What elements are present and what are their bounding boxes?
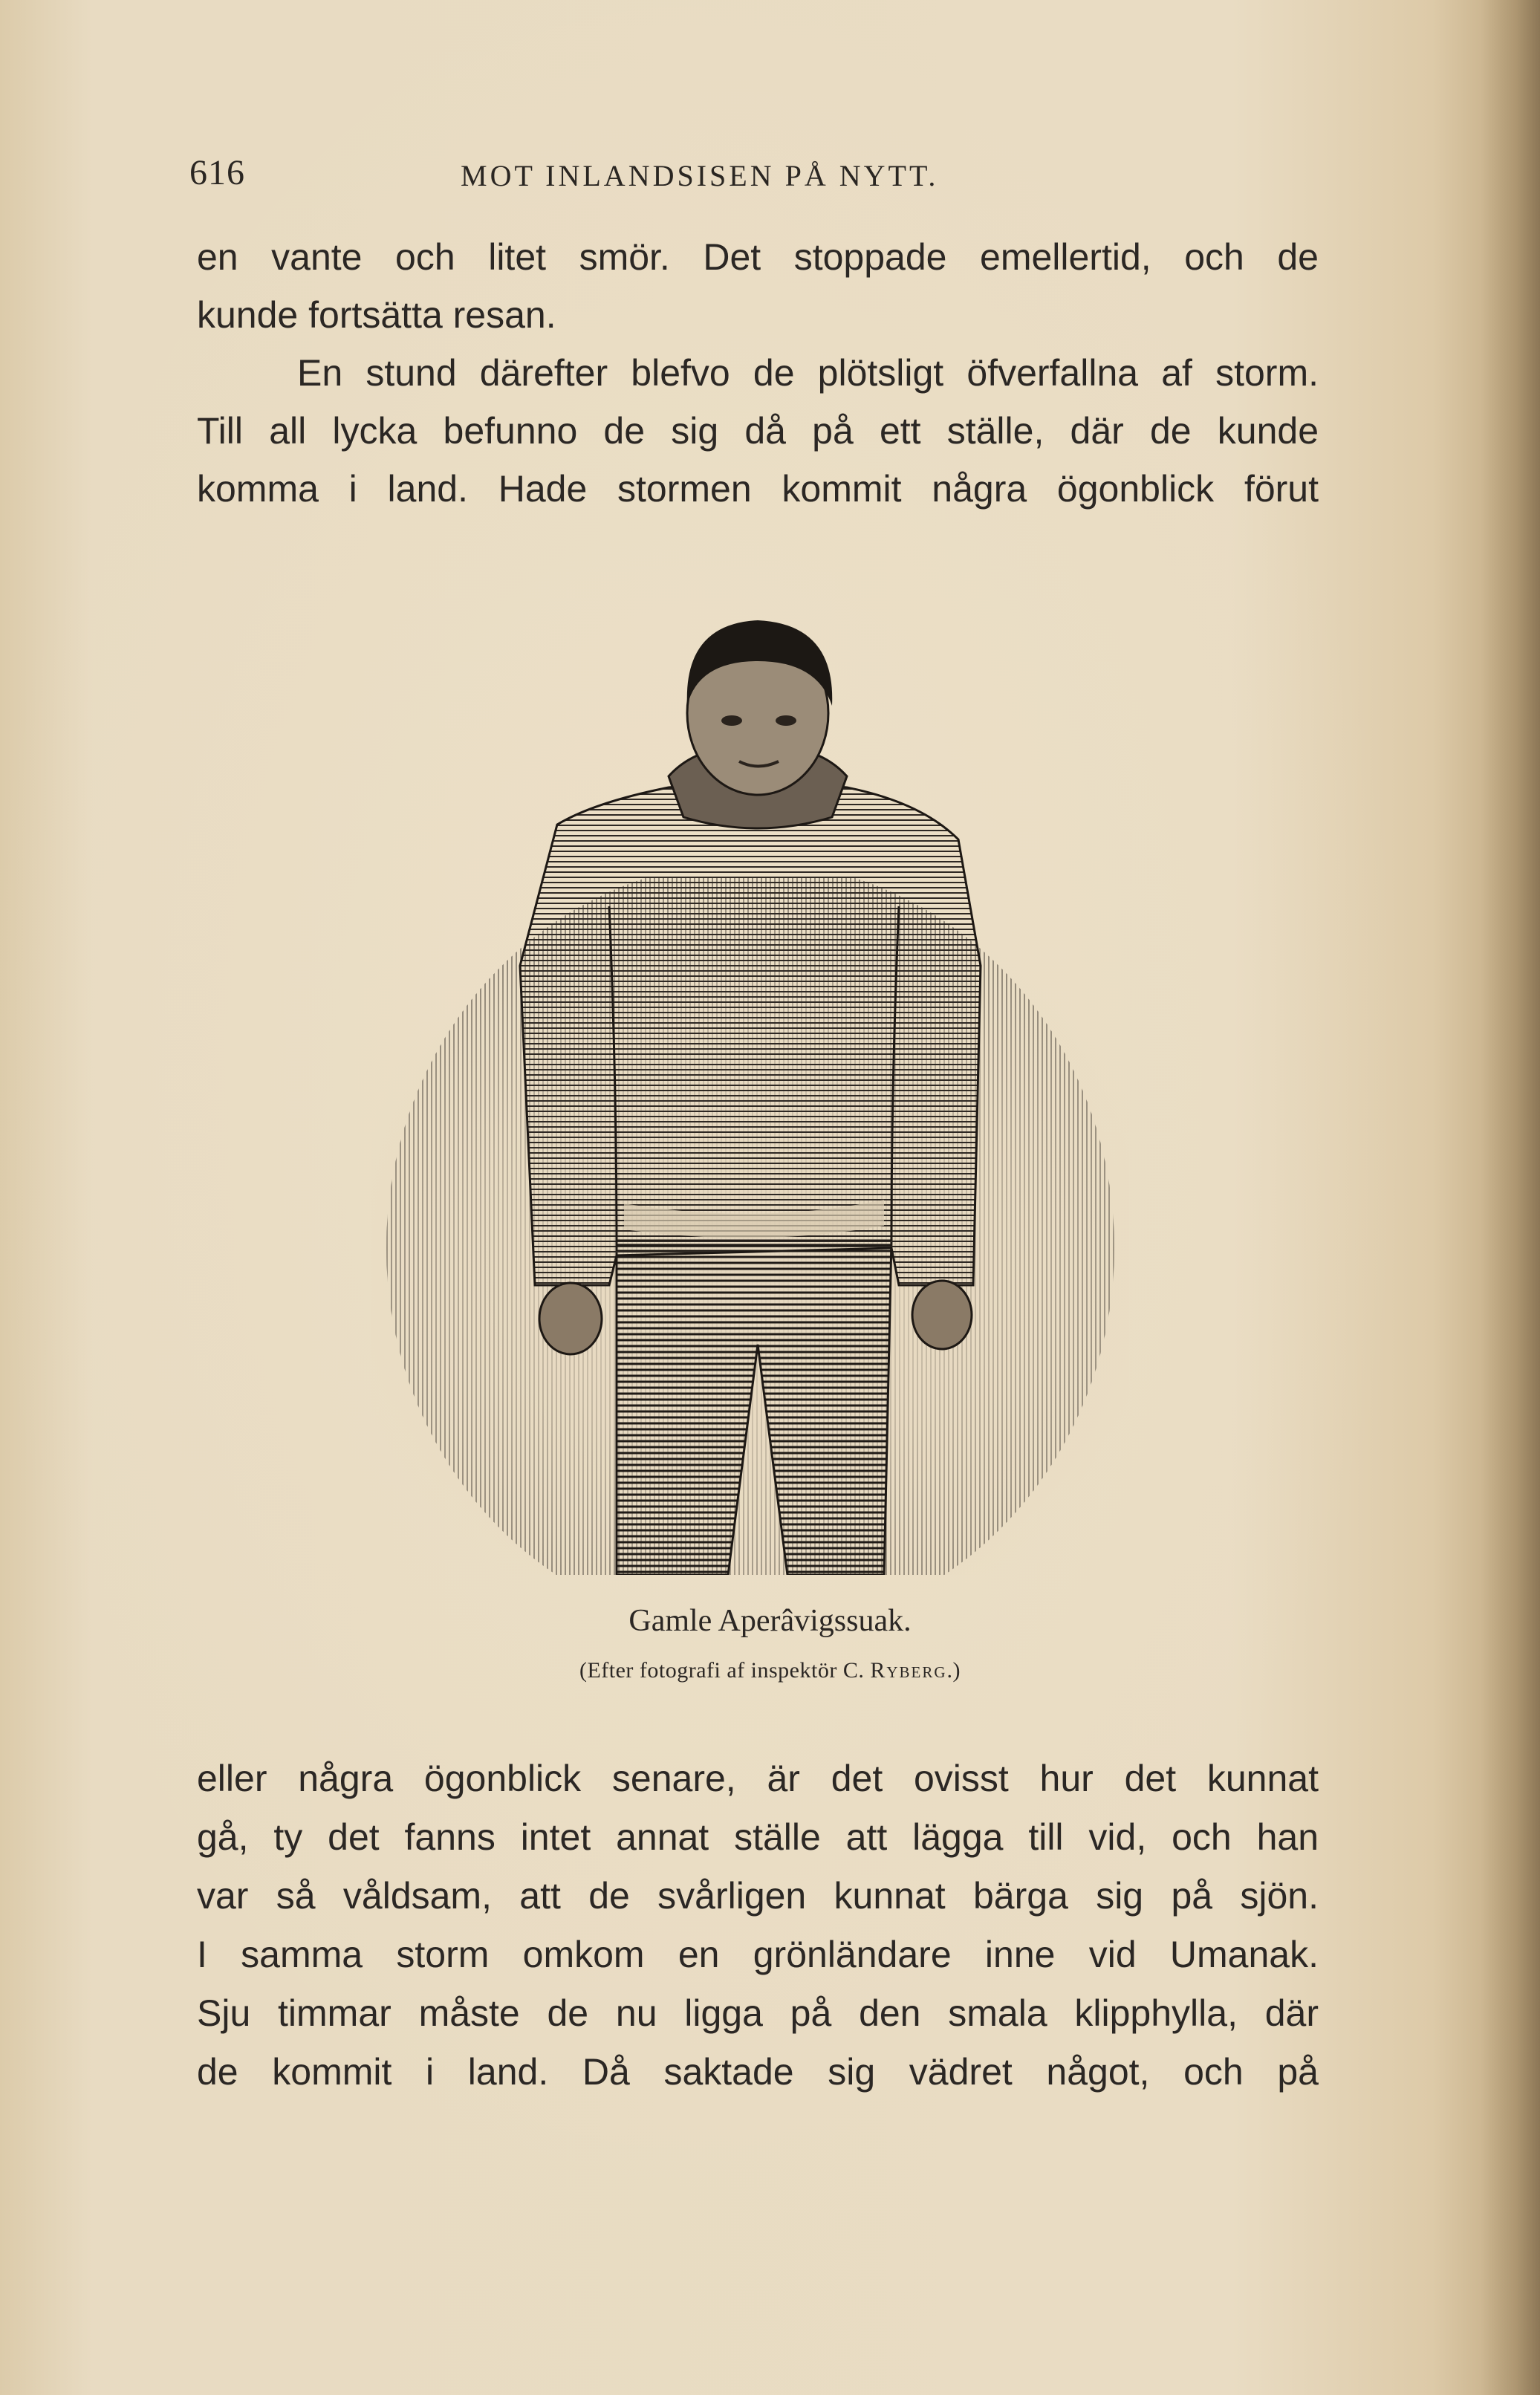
credit-prefix: (Efter fotografi af inspektör C. — [579, 1658, 865, 1683]
bottom-text-block — [197, 1749, 1319, 2102]
sweater — [520, 780, 981, 1285]
text-line: kunde fortsätta resan. — [197, 294, 556, 336]
text-line: En stund därefter blefvo de plötsligt öfverfallna af storm. — [297, 352, 1319, 394]
running-head — [189, 152, 1330, 197]
text-line: gå, ty det fanns intet annat ställe att lägga till vid, och han — [197, 1816, 1319, 1858]
text-line: de kommit i land. Då saktade sig vädret något, och på — [197, 2051, 1319, 2093]
credit-suffix: .) — [946, 1658, 961, 1683]
head — [687, 620, 832, 795]
text-line: eller några ögonblick senare, är det ovisst hur det kunnat — [197, 1758, 1319, 1799]
portrait-engraving — [371, 594, 1129, 1575]
text-line: Till all lycka befunno de sig då på ett ställe, där de kunde — [197, 410, 1319, 452]
page-edge-shadow — [1481, 0, 1540, 2395]
text-line: var så våldsam, att de svårligen kunnat bärga sig på sjön. — [197, 1875, 1319, 1917]
text-line: komma i land. Hade stormen kommit några ögonblick förut — [197, 468, 1319, 510]
text-line: Sju timmar måste de nu ligga på den smala klipphylla, där — [197, 1992, 1319, 2034]
figure-credit — [0, 1658, 1540, 1683]
figure-caption: Gamle Aperâvigssuak. — [628, 1604, 912, 1638]
text-line: I samma storm omkom en grönländare inne vid Umanak. — [197, 1934, 1319, 1975]
text-line: en vante och litet smör. Det stoppade emellertid, och de — [197, 236, 1319, 278]
running-head-title: MOT INLANDSISEN PÅ NYTT. — [461, 159, 939, 192]
page-number: 616 — [189, 153, 245, 192]
top-text-block — [197, 228, 1319, 518]
credit-name: Ryberg — [870, 1658, 947, 1683]
